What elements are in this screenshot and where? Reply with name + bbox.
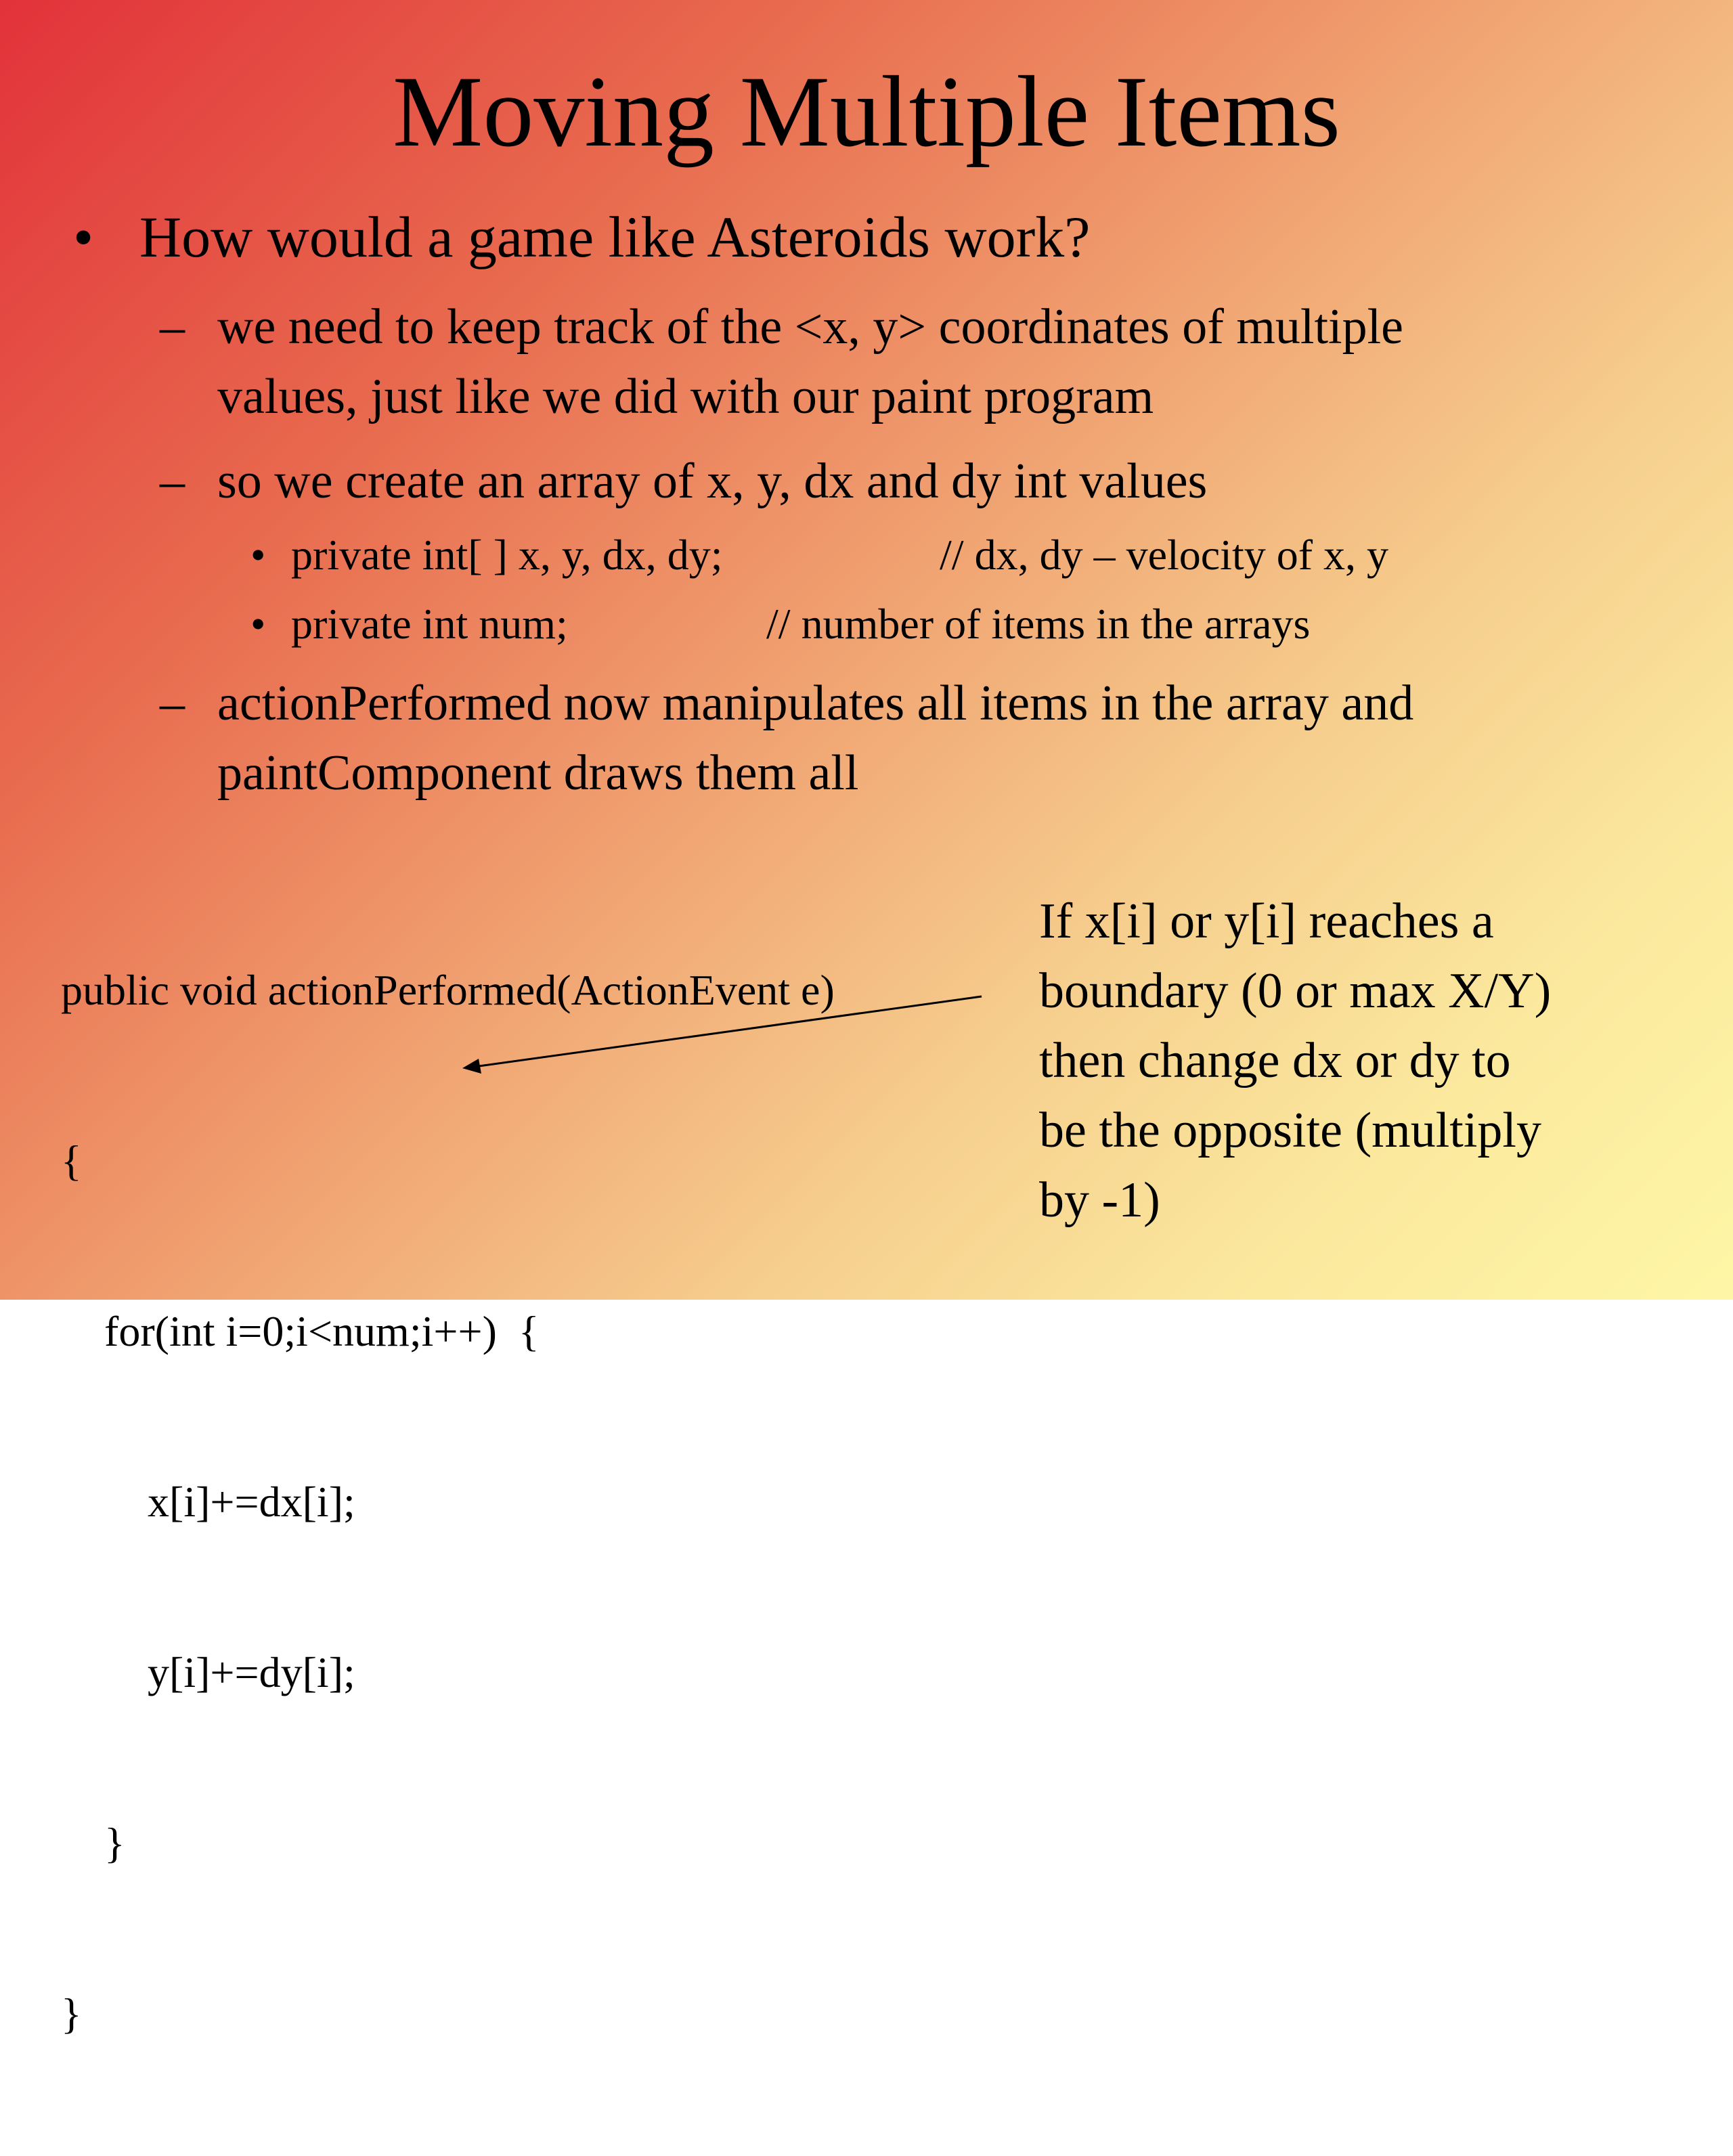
dash-text-line: actionPerformed now manipulates all items in the array and	[217, 676, 1414, 731]
arrow-line	[474, 996, 982, 1067]
dash-icon: –	[160, 676, 185, 731]
bullet-icon: •	[73, 204, 94, 269]
dash-text-line: so we create an array of x, y, dx and dy int values	[217, 454, 1208, 509]
bullet-icon: •	[250, 531, 266, 579]
note-line: boundary (0 or max X/Y)	[1039, 963, 1552, 1019]
dash-icon: –	[160, 299, 185, 355]
bullet-icon: •	[250, 600, 266, 648]
dash-text-line: values, just like we did with our paint program	[217, 369, 1154, 424]
arrow-head-icon	[462, 1059, 481, 1074]
code-line: }	[61, 1819, 125, 1867]
slide-title: Moving Multiple Items	[393, 56, 1340, 168]
note-line: then change dx or dy to	[1039, 1033, 1511, 1088]
dash-text-line: we need to keep track of the <x, y> coordinates of multiple	[217, 299, 1404, 355]
code-line: {	[61, 1137, 82, 1185]
note-line: by -1)	[1039, 1172, 1160, 1228]
code-declaration: private int num;	[291, 600, 568, 648]
code-line: public void actionPerformed(ActionEvent e)	[61, 966, 835, 1014]
code-line: for(int i=0;i<num;i++) {	[61, 1307, 540, 1355]
note-line: be the opposite (multiply	[1039, 1103, 1541, 1158]
code-comment: // number of items in the arrays	[766, 600, 1311, 648]
bullet-text: How would a game like Asteroids work?	[139, 204, 1091, 269]
code-line: x[i]+=dx[i];	[61, 1478, 355, 1526]
dash-text-line: paintComponent draws them all	[217, 745, 859, 801]
code-declaration: private int[ ] x, y, dx, dy;	[291, 531, 723, 579]
note-line: If x[i] or y[i] reaches a	[1039, 894, 1494, 949]
code-line: }	[61, 1989, 82, 2038]
dash-icon: –	[160, 454, 185, 509]
code-line: y[i]+=dy[i];	[61, 1648, 355, 1696]
code-comment: // dx, dy – velocity of x, y	[940, 531, 1389, 579]
